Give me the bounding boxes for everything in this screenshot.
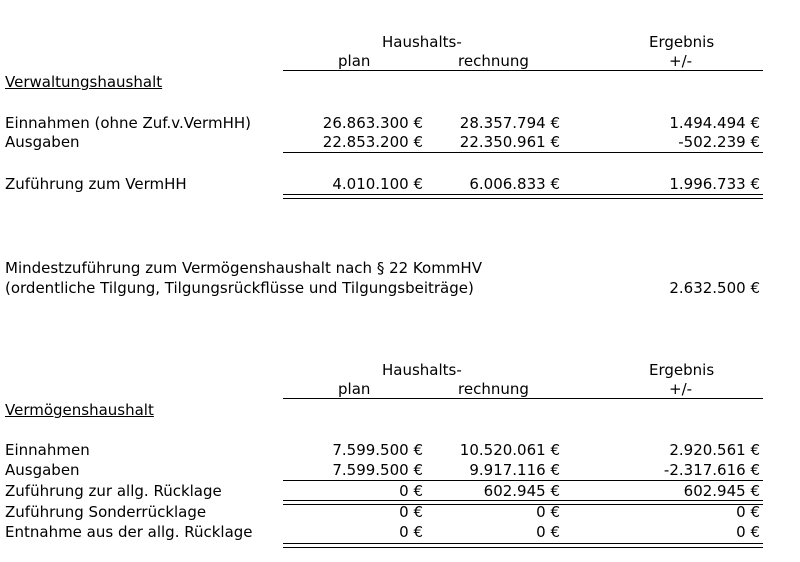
mindest-value: 2.632.500 € [669,279,760,297]
header-ergebnis-1: Ergebnis [649,33,715,51]
cell-plan: 22.853.200 € [322,133,423,151]
cell-rechnung: 22.350.961 € [459,133,560,151]
cell-rechnung: 10.520.061 € [459,441,560,459]
cell-ergebnis: -2.317.616 € [663,461,760,479]
total-double-rule [283,194,763,199]
cell-rechnung: 9.917.116 € [469,461,560,479]
header-haushalts-1: Haushalts- [382,33,462,51]
cell-plan: 7.599.500 € [332,441,423,459]
cell-rechnung: 0 € [536,523,560,541]
cell-rechnung: 602.945 € [483,482,560,500]
cell-plan: 0 € [399,482,423,500]
cell-ergebnis: 2.920.561 € [669,441,760,459]
total-double-rule [283,543,763,548]
cell-ergebnis: 1.996.733 € [669,175,760,193]
header-rule-1 [283,70,763,71]
header-ergebnis-2: Ergebnis [649,361,715,379]
cell-rechnung: 28.357.794 € [459,114,560,132]
cell-plan: 0 € [399,503,423,521]
cell-ergebnis: 0 € [736,523,760,541]
mindest-line1: Mindestzuführung zum Vermögenshaushalt nach § 22 KommHV [5,259,482,277]
header-rechnung-2: rechnung [458,380,529,398]
row-label: Ausgaben [5,461,80,479]
cell-ergebnis: 1.494.494 € [669,114,760,132]
cell-rechnung: 6.006.833 € [469,175,560,193]
row-label: Einnahmen (ohne Zuf.v.VermHH) [5,114,251,132]
row-label: Zuführung Sonderrücklage [5,503,207,521]
cell-plan: 7.599.500 € [332,461,423,479]
subtotal-rule [283,480,763,481]
row-label: Ausgaben [5,133,80,151]
subtotal-rule [283,152,763,153]
header-plusminus-2: +/- [669,380,693,398]
row-label: Zuführung zur allg. Rücklage [5,482,222,500]
cell-ergebnis: 602.945 € [683,482,760,500]
header-plusminus-1: +/- [669,52,693,70]
row-label: Entnahme aus der allg. Rücklage [5,523,253,541]
cell-plan: 0 € [399,523,423,541]
section-title-verwaltung: Verwaltungshaushalt [5,73,163,91]
row-label: Einnahmen [5,441,90,459]
row-label: Zuführung zum VermHH [5,175,187,193]
header-haushalts-2: Haushalts- [382,361,462,379]
mindest-line2: (ordentliche Tilgung, Tilgungsrückflüsse und Tilgungsbeiträge) [5,279,474,297]
cell-plan: 26.863.300 € [322,114,423,132]
header-rule-2 [283,398,763,399]
cell-rechnung: 0 € [536,503,560,521]
cell-ergebnis: -502.239 € [678,133,760,151]
header-rechnung-1: rechnung [458,52,529,70]
cell-plan: 4.010.100 € [332,175,423,193]
cell-ergebnis: 0 € [736,503,760,521]
header-plan-1: plan [338,52,371,70]
section-title-vermoegen: Vermögenshaushalt [5,401,154,419]
header-plan-2: plan [338,380,371,398]
